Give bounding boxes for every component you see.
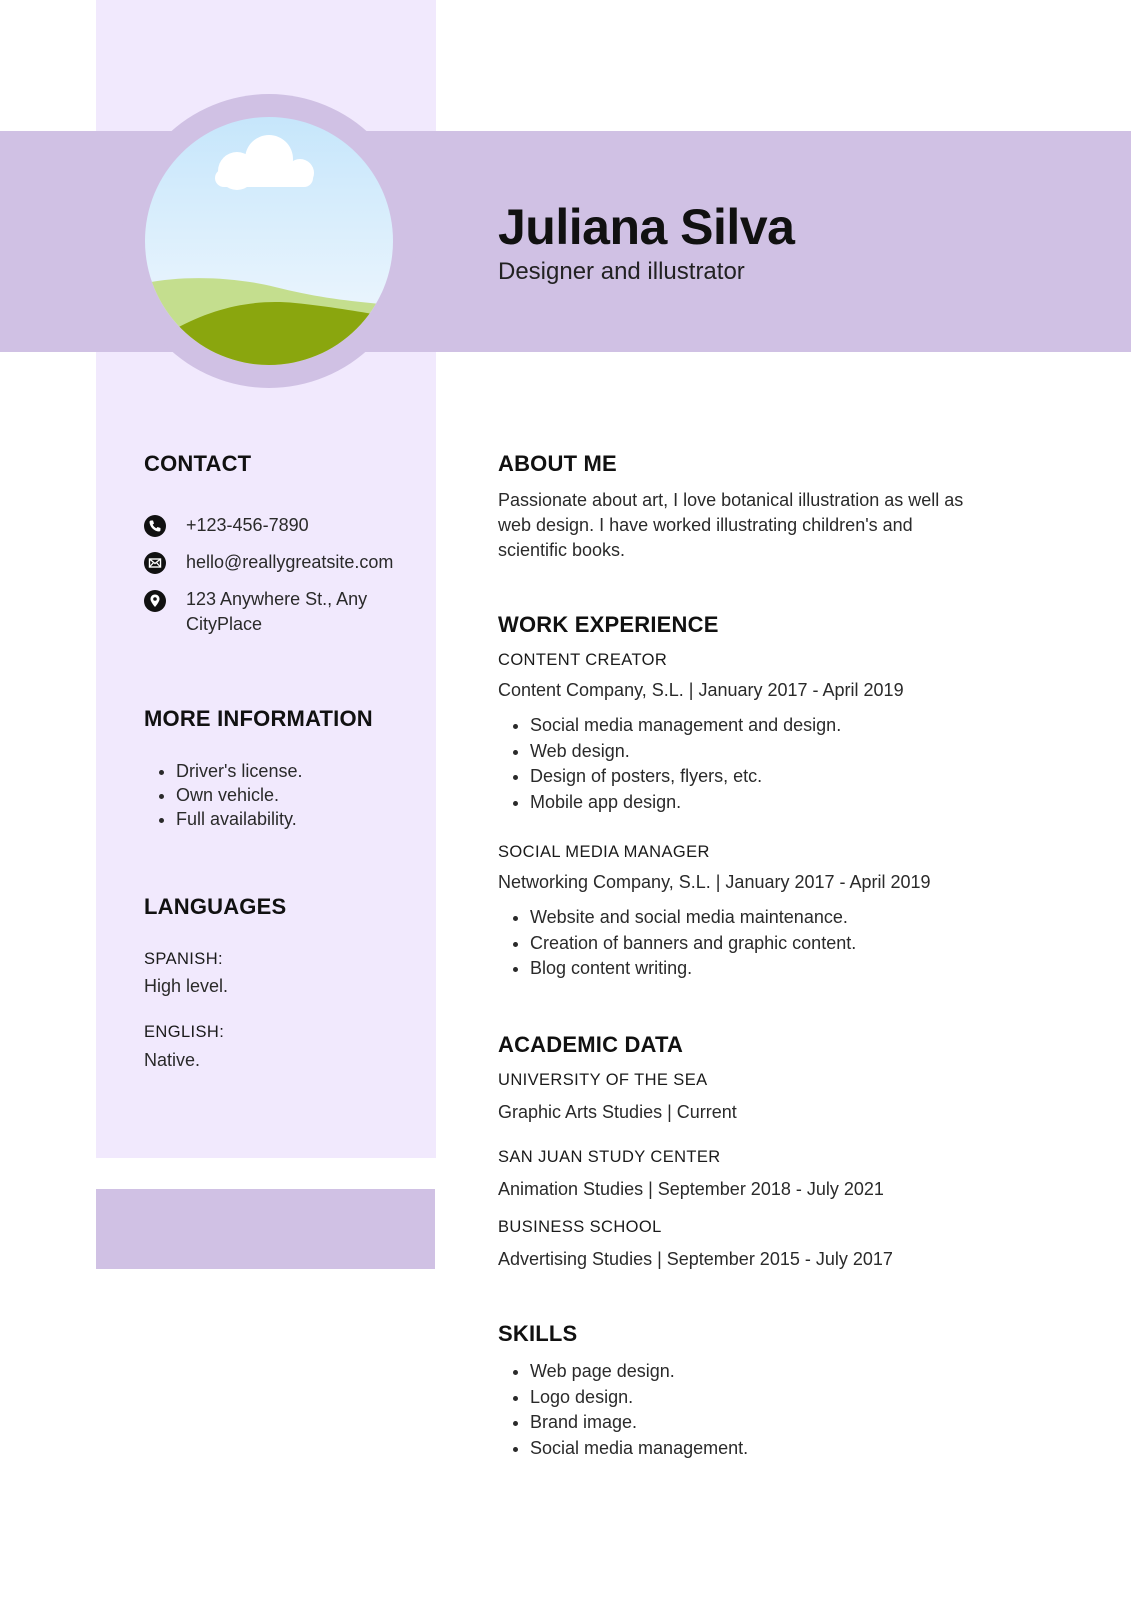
profile-photo xyxy=(145,117,393,365)
academic-school: UNIVERSITY OF THE SEA xyxy=(498,1071,708,1089)
list-item: • Blog content writing. xyxy=(530,956,1090,982)
about-line: web design. I have worked illustrating children's and xyxy=(498,515,913,535)
list-item: • Website and social media maintenance. xyxy=(530,905,1090,931)
list-item: • Web design. xyxy=(530,739,1090,765)
job-role: SOCIAL MEDIA MANAGER xyxy=(498,843,710,861)
about-line: Passionate about art, I love botanical illustration as well as xyxy=(498,490,964,510)
skills-list xyxy=(498,1359,1090,1461)
contact-email: hello@reallygreatsite.com xyxy=(186,552,394,572)
sidebar-footer-block xyxy=(96,1189,435,1269)
list-item: • Web page design. xyxy=(530,1359,1090,1385)
email-icon xyxy=(144,552,166,574)
academic-detail: Graphic Arts Studies | Current xyxy=(498,1102,737,1122)
about-line: scientific books. xyxy=(498,540,626,560)
contact-phone: +123-456-7890 xyxy=(186,515,309,535)
academic-detail: Animation Studies | September 2018 - July 2021 xyxy=(498,1179,884,1199)
job-company: Networking Company, S.L. | January 2017 - April 2019 xyxy=(498,872,931,892)
list-item: • Driver's license. xyxy=(176,759,456,783)
job-bullets xyxy=(498,713,1090,815)
job-bullets xyxy=(498,905,1090,982)
language-name: SPANISH: xyxy=(144,950,223,968)
list-item: • Own vehicle. xyxy=(176,783,456,807)
list-item: • Logo design. xyxy=(530,1385,1090,1411)
contact-address-line2: CityPlace xyxy=(186,614,263,634)
contact-heading: CONTACT xyxy=(144,451,252,476)
language-level: Native. xyxy=(144,1050,201,1070)
more-info-heading: MORE INFORMATION xyxy=(144,706,373,731)
list-item: • Design of posters, flyers, etc. xyxy=(530,764,1090,790)
academic-heading: ACADEMIC DATA xyxy=(498,1032,684,1057)
job-company: Content Company, S.L. | January 2017 - April 2019 xyxy=(498,680,904,700)
academic-detail: Advertising Studies | September 2015 - July 2017 xyxy=(498,1249,893,1269)
list-item: • Brand image. xyxy=(530,1410,1090,1436)
academic-school: BUSINESS SCHOOL xyxy=(498,1218,662,1236)
landscape-illustration-icon xyxy=(145,117,393,365)
phone-icon xyxy=(144,515,166,537)
candidate-title: Designer and illustrator xyxy=(498,258,745,285)
language-name: ENGLISH: xyxy=(144,1023,225,1041)
job-role: CONTENT CREATOR xyxy=(498,651,668,669)
about-text xyxy=(498,488,1058,563)
about-heading: ABOUT ME xyxy=(498,451,617,476)
languages-heading: LANGUAGES xyxy=(144,894,287,919)
academic-school: SAN JUAN STUDY CENTER xyxy=(498,1148,721,1166)
list-item: • Social media management. xyxy=(530,1436,1090,1462)
language-level: High level. xyxy=(144,976,229,996)
location-pin-icon xyxy=(144,590,166,612)
candidate-name: Juliana Silva xyxy=(498,199,795,255)
skills-heading: SKILLS xyxy=(498,1321,578,1346)
list-item: • Full availability. xyxy=(176,807,456,831)
work-heading: WORK EXPERIENCE xyxy=(498,612,719,637)
list-item: • Social media management and design. xyxy=(530,713,1090,739)
more-info-list xyxy=(144,759,456,831)
contact-address-line1: 123 Anywhere St., Any xyxy=(186,589,368,609)
list-item: • Creation of banners and graphic content. xyxy=(530,931,1090,957)
list-item: • Mobile app design. xyxy=(530,790,1090,816)
